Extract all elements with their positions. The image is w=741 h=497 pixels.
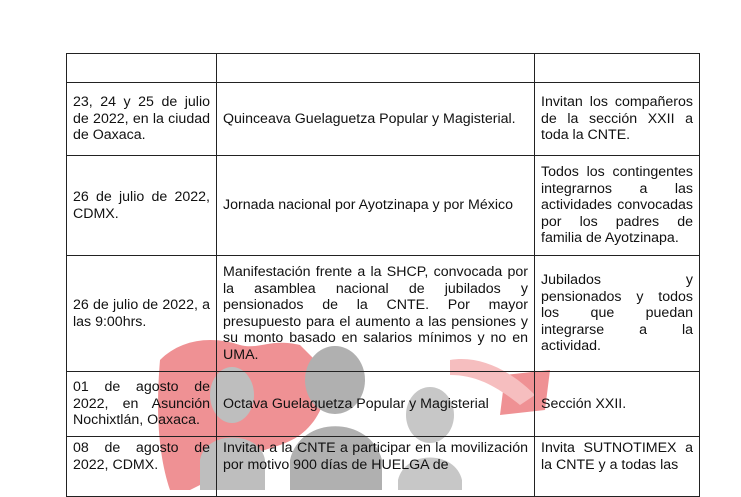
activity-cell: Quinceava Guelaguetza Popular y Magisterial. — [217, 83, 535, 156]
activity-cell: Jornada nacional por Ayotzinapa y por México — [217, 156, 535, 256]
participants-cell — [535, 54, 700, 83]
table-row — [67, 54, 700, 83]
table-row — [67, 437, 700, 497]
date-cell: 26 de julio de 2022, a las 9:00hrs. — [67, 256, 217, 372]
activity-cell — [217, 54, 535, 83]
activities-table — [66, 53, 700, 497]
participants-cell: Invitan los compañeros de la sección XXII a toda la CNTE. — [535, 83, 700, 156]
activity-cell: Invitan a la CNTE a participar en la movilización por motivo 900 días de HUELGA de — [217, 437, 535, 497]
activity-cell: Octava Guelaguetza Popular y Magisterial — [217, 372, 535, 437]
table-row — [67, 372, 700, 437]
activity-cell: Manifestación frente a la SHCP, convocada por la asamblea nacional de jubilados y pensionados de la CNTE. Por mayor presupuesto para el aumento a las pensiones y su monto basado en salarios mínimos y no en UMA. — [217, 256, 535, 372]
participants-cell: Sección XXII. — [535, 372, 700, 437]
date-cell: 26 de julio de 2022, CDMX. — [67, 156, 217, 256]
participants-cell: Todos los contingentes integrarnos a las actividades convocadas por los padres de familia de Ayotzinapa. — [535, 156, 700, 256]
table-row — [67, 256, 700, 372]
date-cell — [67, 54, 217, 83]
table-row — [67, 83, 700, 156]
table-row — [67, 156, 700, 256]
date-cell: 23, 24 y 25 de julio de 2022, en la ciudad de Oaxaca. — [67, 83, 217, 156]
date-cell: 08 de agosto de 2022, CDMX. — [67, 437, 217, 497]
date-cell: 01 de agosto de 2022, en Asunción Nochixtlán, Oaxaca. — [67, 372, 217, 437]
participants-cell: Jubilados y pensionados y todos los que puedan integrarse a la actividad. — [535, 256, 700, 372]
participants-cell: Invita SUTNOTIMEX a la CNTE y a todas las — [535, 437, 700, 497]
